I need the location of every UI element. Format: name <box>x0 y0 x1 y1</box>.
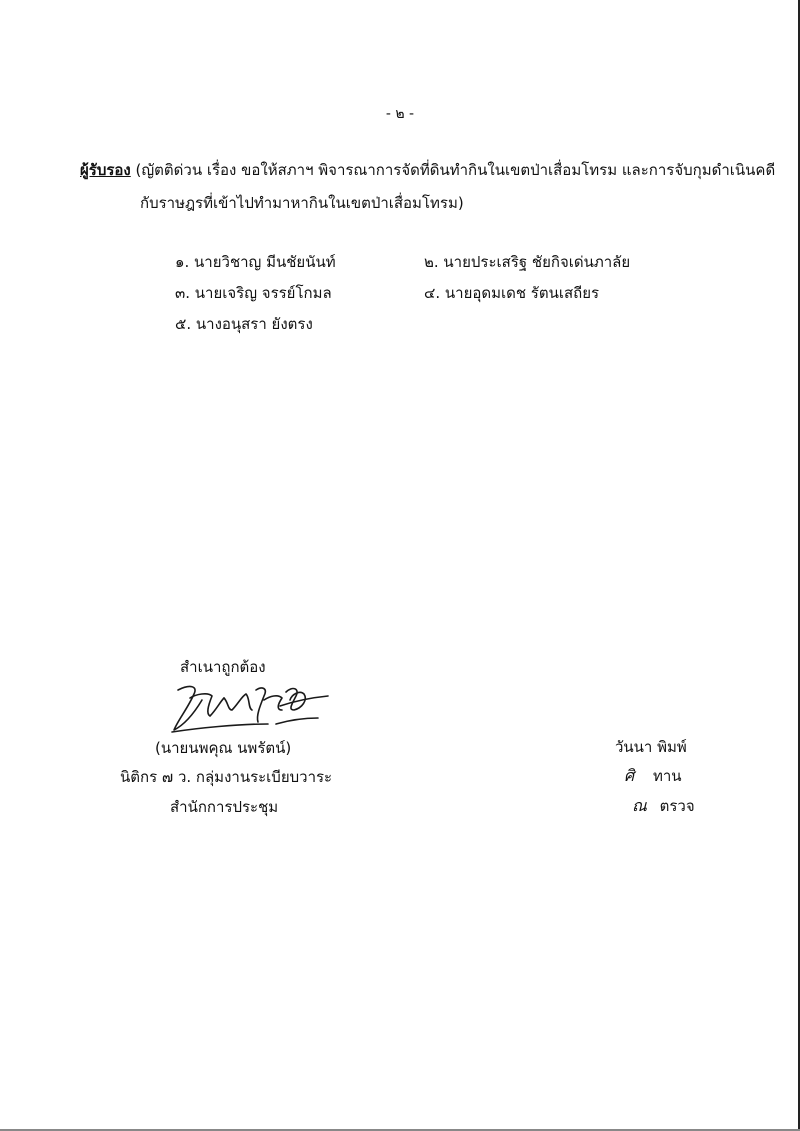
verifier-label: ตรวจ <box>659 797 695 815</box>
endorser-name-5: ๕. นางอนุสรา ยังตรง <box>175 315 313 333</box>
endorser-name-3: ๓. นายเจริญ จรรย์โกมล <box>175 284 332 302</box>
handwritten-signature <box>168 680 333 738</box>
endorsers-label: ผู้รับรอง <box>80 161 131 179</box>
typist-line: วันนา พิมพ์ <box>615 738 687 756</box>
verifier-initials: ณ <box>632 796 647 815</box>
signatory-name: (นายนพคุณ นพรัตน์) <box>155 739 292 757</box>
checker-initials: ศิ <box>624 766 635 785</box>
checker-label: ทาน <box>652 767 682 785</box>
signatory-position: นิติกร ๗ ว. กลุ่มงานระเบียบวาระ <box>120 768 333 786</box>
endorser-name-1: ๑. นายวิชาญ มีนชัยนันท์ <box>175 253 336 271</box>
checker-line <box>624 766 682 786</box>
verifier-line <box>632 796 695 816</box>
endorsers-heading-line <box>80 160 775 180</box>
signatory-office: สำนักการประชุม <box>170 798 279 816</box>
endorser-name-2: ๒. นายประเสริฐ ชัยกิจเด่นภาลัย <box>424 253 631 271</box>
page-number: - ๒ - <box>385 106 415 122</box>
motion-title-line-2: กับราษฎรที่เข้าไปทำมาหากินในเขตป่าเสื่อมโทรม) <box>140 194 464 212</box>
endorser-name-4: ๔. นายอุดมเดช รัตนเสถียร <box>424 284 600 302</box>
motion-title-line-1: (ญัตติด่วน เรื่อง ขอให้สภาฯ พิจารณาการจัดที่ดินทำกินในเขตป่าเสื่อมโทรม และการจับกุมดำเนินคดี <box>135 161 776 179</box>
certified-copy-label: สำเนาถูกต้อง <box>180 658 266 676</box>
